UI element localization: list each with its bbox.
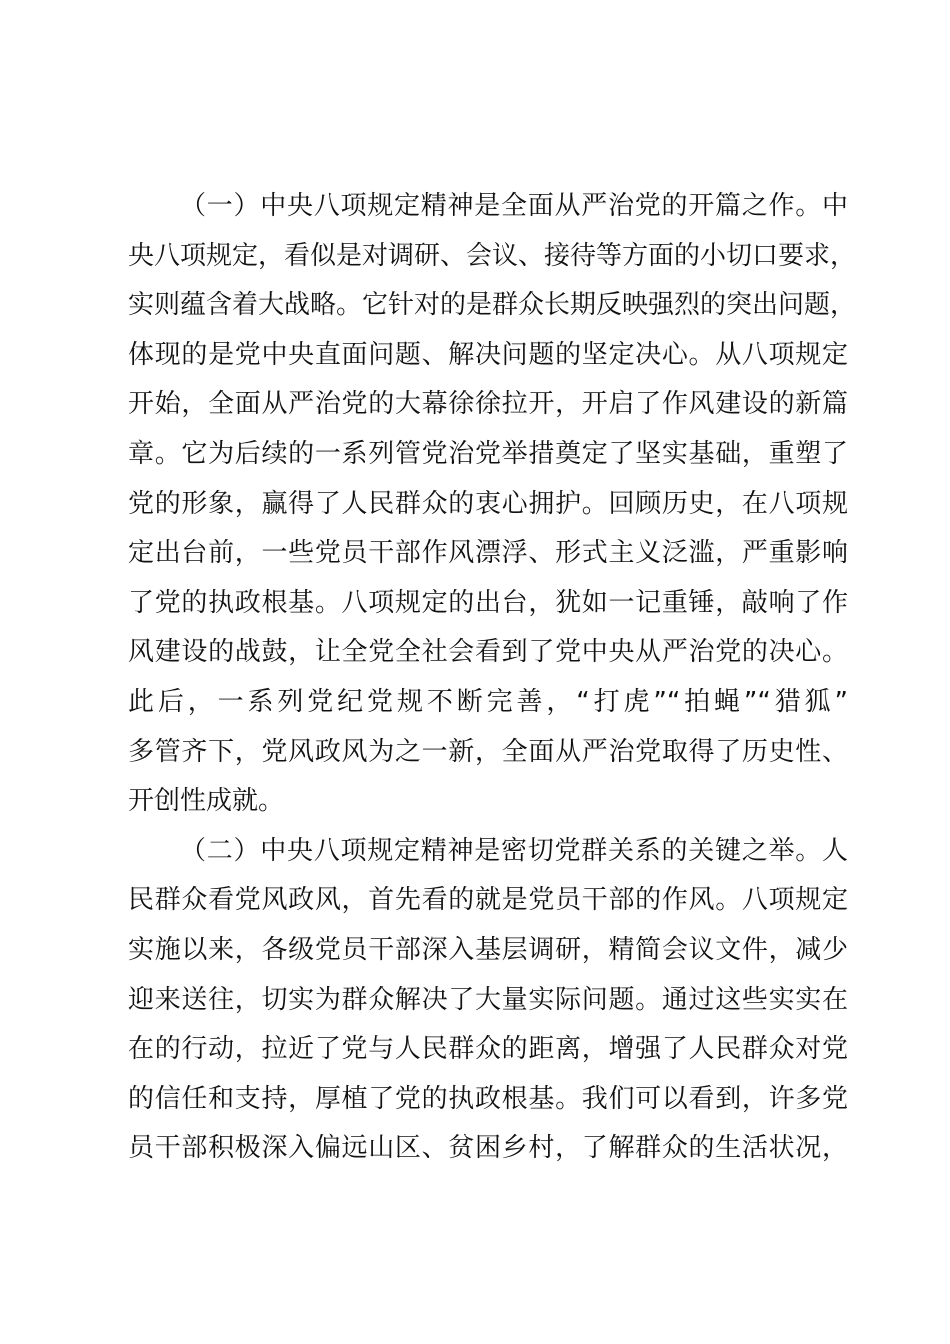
text-line: 民群众看党风政风，首先看的就是党员干部的作风。八项规定 [128, 885, 848, 916]
text-line: 定出台前，一些党员干部作风漂浮、形式主义泛滥，严重影响 [128, 538, 848, 569]
text-line: 迎来送往，切实为群众解决了大量实际问题。通过这些实实在 [128, 984, 848, 1015]
text-line: 在的行动，拉近了党与人民群众的距离，增强了人民群众对党 [128, 1034, 848, 1065]
text-line: 多管齐下，党风政风为之一新，全面从严治党取得了历史性、 [128, 736, 848, 767]
text-line: （一）中央八项规定精神是全面从严治党的开篇之作。中 [180, 191, 848, 221]
text-line: 党的形象，赢得了人民群众的衷心拥护。回顾历史，在八项规 [128, 488, 848, 519]
text-line: 章。它为后续的一系列管党治党举措奠定了坚实基础，重塑了 [128, 438, 848, 469]
text-line: （二）中央八项规定精神是密切党群关系的关键之举。人 [180, 835, 848, 866]
text-line: 央八项规定，看似是对调研、会议、接待等方面的小切口要求， [128, 240, 857, 271]
paragraph-1 [128, 182, 857, 827]
text-line: 的信任和支持，厚植了党的执政根基。我们可以看到，许多党 [128, 1083, 848, 1114]
text-line: 体现的是党中央直面问题、解决问题的坚定决心。从八项规定 [128, 339, 848, 370]
paragraph-2 [128, 827, 848, 1174]
text-line: 开创性成就。 [128, 786, 285, 817]
text-line: 风建设的战鼓，让全党全社会看到了党中央从严治党的决心。 [128, 637, 848, 668]
text-line: 了党的执政根基。八项规定的出台，犹如一记重锤，敲响了作 [128, 587, 848, 618]
text-line: 实则蕴含着大战略。它针对的是群众长期反映强烈的突出问题， [128, 290, 857, 321]
body-text [128, 182, 857, 1174]
text-line: 此后，一系列党纪党规不断完善，“打虎”“拍蝇”“猎狐” [128, 686, 848, 717]
text-line: 员干部积极深入偏远山区、贫困乡村，了解群众的生活状况， [128, 1133, 848, 1164]
text-line: 开始，全面从严治党的大幕徐徐拉开，开启了作风建设的新篇 [128, 389, 848, 420]
text-line: 实施以来，各级党员干部深入基层调研，精简会议文件，减少 [128, 934, 848, 965]
